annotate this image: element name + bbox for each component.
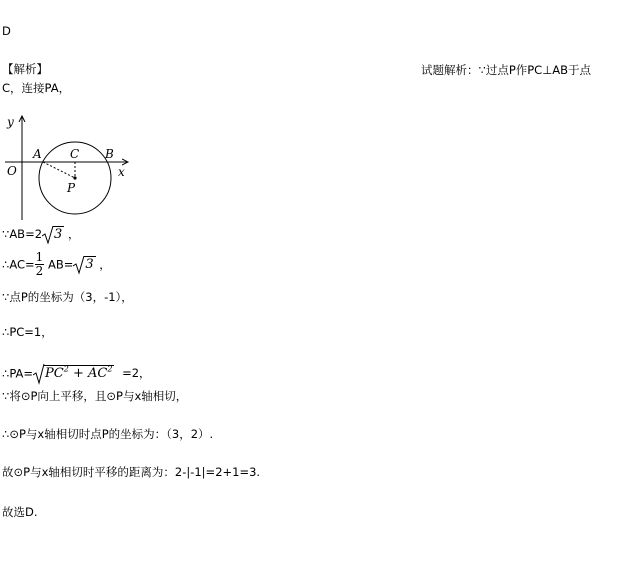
segment-pa	[43, 162, 75, 178]
sqrt-3: 3	[42, 227, 64, 242]
label-x: x	[118, 165, 125, 179]
step-distance: 故⊙P与x轴相切时平移的距离为：2-|-1|=2+1=3.	[2, 465, 261, 479]
circle-figure	[0, 112, 140, 222]
step-shift: ∵将⊙P向上平移，且⊙P与x轴相切，	[2, 389, 188, 403]
label-y: y	[7, 115, 14, 129]
intro-text-continued: C，连接PA，	[2, 81, 71, 95]
sqrt-pythagoras: $PC^2 + AC^2$	[33, 365, 114, 381]
sqrt-3-b: 3	[73, 257, 95, 272]
label-p: P	[67, 181, 76, 195]
step-p-coords: ∵点P的坐标为（3，-1），	[2, 290, 133, 304]
label-c: C	[70, 147, 80, 161]
label-b: B	[105, 147, 114, 161]
label-o: O	[7, 164, 17, 178]
fraction-half: $\frac{1}{2}$	[35, 250, 44, 278]
step-ac: ∴AC= $\frac{1}{2}$ AB= 3 ，	[2, 250, 111, 278]
step-conclusion: 故选D.	[2, 505, 38, 519]
label-a: A	[33, 147, 42, 161]
step-tangent-coords: ∴⊙P与x轴相切时点P的坐标为：（3，2）.	[2, 427, 214, 441]
step-pa: ∴PA= $PC^2 + AC^2 =2$，	[2, 365, 151, 382]
answer-text: D	[2, 24, 11, 38]
analysis-heading: 【解析】	[2, 62, 48, 76]
intro-text-right: 试题解析：∵过点P作PC⊥AB于点	[421, 63, 591, 77]
step-pc: ∴PC=1，	[2, 325, 53, 339]
step-ab: ∵AB=2 3 ，	[2, 227, 80, 242]
point-p-dot	[73, 176, 76, 179]
